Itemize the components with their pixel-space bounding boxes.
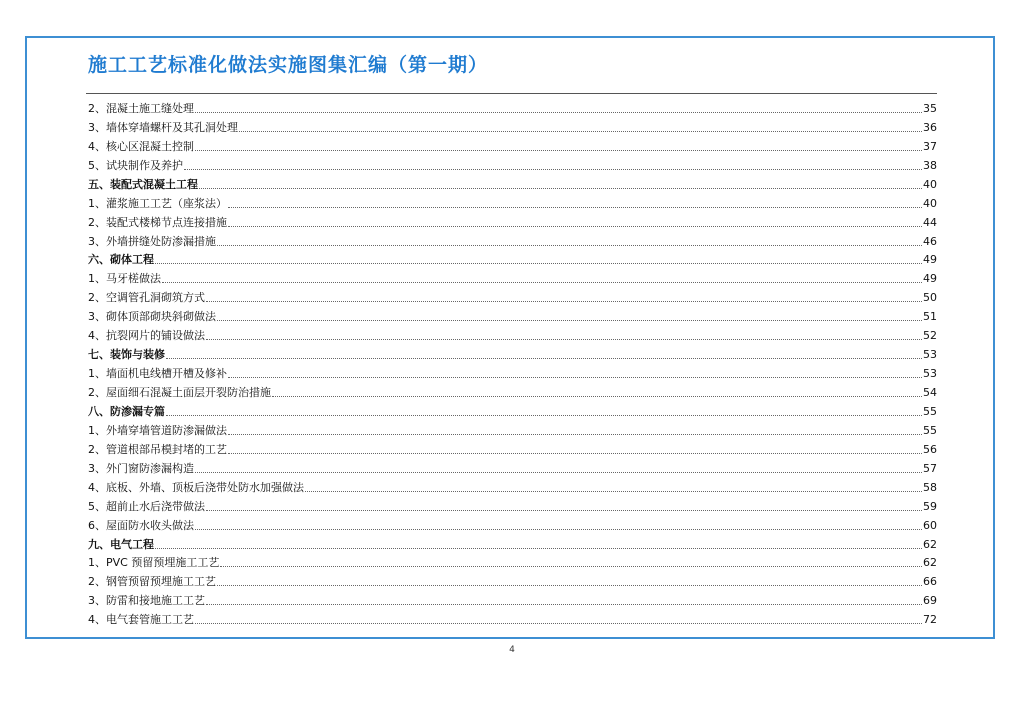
toc-entry-page: 49 [923, 272, 937, 286]
dot-leader [195, 529, 922, 530]
toc-entry[interactable] [88, 191, 937, 210]
dot-leader [195, 472, 922, 473]
toc-entry-label: 2、装配式楼梯节点连接措施 [88, 215, 227, 229]
toc-entry[interactable] [88, 418, 937, 437]
toc-entry[interactable] [88, 551, 937, 570]
toc-section-heading[interactable] [88, 399, 937, 418]
toc-entry-page: 55 [923, 404, 937, 418]
toc-entry[interactable] [88, 475, 937, 494]
toc-entry[interactable] [88, 607, 937, 626]
toc-entry-page: 62 [923, 537, 937, 551]
toc-entry-page: 59 [923, 499, 937, 513]
toc-section-heading[interactable] [88, 532, 937, 551]
toc-entry-label: 1、灌浆施工工艺（座浆法） [88, 196, 227, 210]
toc-entry-label: 2、屋面细石混凝土面层开裂防治措施 [88, 386, 271, 399]
toc-section-heading[interactable] [88, 248, 937, 267]
toc-entry-page: 66 [923, 575, 937, 589]
dot-leader [228, 377, 922, 378]
toc-entry-label: 4、电气套管施工工艺 [88, 613, 194, 627]
dot-leader [162, 282, 922, 283]
toc-entry-page: 62 [923, 556, 937, 570]
toc-entry-page: 36 [923, 120, 937, 134]
toc-entry[interactable] [88, 494, 937, 513]
toc-entry-label: 3、防雷和接地施工工艺 [88, 594, 205, 608]
toc-entry-label: 4、核心区混凝土控制 [88, 139, 194, 153]
toc-section-heading[interactable] [88, 172, 937, 191]
dot-leader [217, 320, 922, 321]
toc-entry-label: 七、装饰与装修 [88, 348, 165, 362]
toc-entry-page: 53 [923, 367, 937, 381]
toc-entry-label: 6、屋面防水收头做法 [88, 518, 194, 532]
toc-entry-page: 53 [923, 348, 937, 362]
dot-leader [228, 434, 922, 435]
toc-entry-page: 58 [923, 480, 937, 494]
toc-entry[interactable] [88, 134, 937, 153]
toc-entry-page: 52 [923, 329, 937, 343]
toc-entry-page: 60 [923, 518, 937, 532]
dot-leader [239, 131, 922, 132]
dot-leader [217, 245, 922, 246]
toc-entry[interactable] [88, 380, 937, 399]
toc-entry-label: 5、试块制作及养护 [88, 158, 183, 172]
toc-entry-label: 5、超前止水后浇带做法 [88, 499, 205, 513]
toc-entry-label: 1、PVC 预留预埋施工工艺 [88, 556, 220, 570]
toc-entry[interactable] [88, 210, 937, 229]
toc-entry-label: 2、钢管预留预埋施工工艺 [88, 575, 216, 589]
toc-entry[interactable] [88, 96, 937, 115]
toc-entry-page: 57 [923, 461, 937, 475]
toc-entry-page: 40 [923, 196, 937, 210]
toc-entry-label: 九、电气工程 [88, 537, 154, 551]
toc-entry-label: 3、砌体顶部砌块斜砌做法 [88, 310, 216, 324]
dot-leader [206, 510, 922, 511]
header-divider [86, 93, 937, 94]
toc-entry[interactable] [88, 323, 937, 342]
dot-leader [166, 415, 922, 416]
dot-leader [206, 604, 922, 605]
toc-entry[interactable] [88, 513, 937, 532]
toc-entry-page: 72 [923, 613, 937, 627]
toc-entry[interactable] [88, 153, 937, 172]
toc-entry-page: 51 [923, 310, 937, 324]
dot-leader [217, 585, 922, 586]
dot-leader [220, 566, 922, 567]
dot-leader [272, 396, 922, 397]
toc-entry[interactable] [88, 456, 937, 475]
dot-leader [199, 188, 922, 189]
toc-entry[interactable] [88, 304, 937, 323]
toc-entry-page: 35 [923, 101, 937, 115]
toc-entry[interactable] [88, 437, 937, 456]
toc-entry-page: 38 [923, 158, 937, 172]
page-number: 4 [509, 645, 515, 655]
toc-entry[interactable] [88, 361, 937, 380]
toc-entry-label: 六、砌体工程 [88, 253, 154, 267]
toc-section-heading[interactable] [88, 342, 937, 361]
dot-leader [184, 169, 922, 170]
toc-entry-page: 69 [923, 594, 937, 608]
toc-entry-page: 54 [923, 386, 937, 399]
dot-leader [195, 150, 922, 151]
dot-leader [206, 339, 922, 340]
toc-entry[interactable] [88, 569, 937, 588]
dot-leader [228, 453, 922, 454]
table-of-contents [88, 96, 937, 626]
toc-entry-page: 46 [923, 234, 937, 248]
dot-leader [155, 263, 922, 264]
dot-leader [166, 358, 922, 359]
dot-leader [195, 112, 922, 113]
toc-entry[interactable] [88, 229, 937, 248]
document-title: 施工工艺标准化做法实施图集汇编（第一期） [88, 54, 489, 76]
dot-leader [195, 623, 922, 624]
dot-leader [228, 226, 922, 227]
dot-leader [206, 301, 922, 302]
toc-entry-label: 2、管道根部吊模封堵的工艺 [88, 442, 227, 456]
toc-entry[interactable] [88, 285, 937, 304]
toc-entry-label: 4、抗裂网片的铺设做法 [88, 329, 205, 343]
toc-entry-page: 37 [923, 139, 937, 153]
toc-entry[interactable] [88, 115, 937, 134]
toc-entry-label: 2、混凝土施工缝处理 [88, 101, 194, 115]
toc-entry-label: 1、外墙穿墙管道防渗漏做法 [88, 423, 227, 437]
dot-leader [155, 548, 922, 549]
toc-entry-page: 40 [923, 177, 937, 191]
dot-leader [305, 491, 922, 492]
toc-entry[interactable] [88, 588, 937, 607]
toc-entry-label: 五、装配式混凝土工程 [88, 177, 198, 191]
toc-entry[interactable] [88, 266, 937, 285]
toc-entry-label: 1、墙面机电线槽开槽及修补 [88, 367, 227, 381]
toc-entry-page: 44 [923, 215, 937, 229]
toc-entry-label: 4、底板、外墙、顶板后浇带处防水加强做法 [88, 480, 304, 494]
toc-entry-page: 55 [923, 423, 937, 437]
dot-leader [228, 207, 922, 208]
toc-entry-label: 3、墙体穿墙螺杆及其孔洞处理 [88, 120, 238, 134]
toc-entry-page: 49 [923, 253, 937, 267]
toc-entry-label: 2、空调管孔洞砌筑方式 [88, 291, 205, 305]
toc-entry-label: 1、马牙槎做法 [88, 272, 161, 286]
toc-entry-page: 50 [923, 291, 937, 305]
toc-entry-label: 3、外门窗防渗漏构造 [88, 461, 194, 475]
toc-entry-label: 3、外墙拼缝处防渗漏措施 [88, 234, 216, 248]
toc-entry-label: 八、防渗漏专篇 [88, 404, 165, 418]
toc-entry-page: 56 [923, 442, 937, 456]
